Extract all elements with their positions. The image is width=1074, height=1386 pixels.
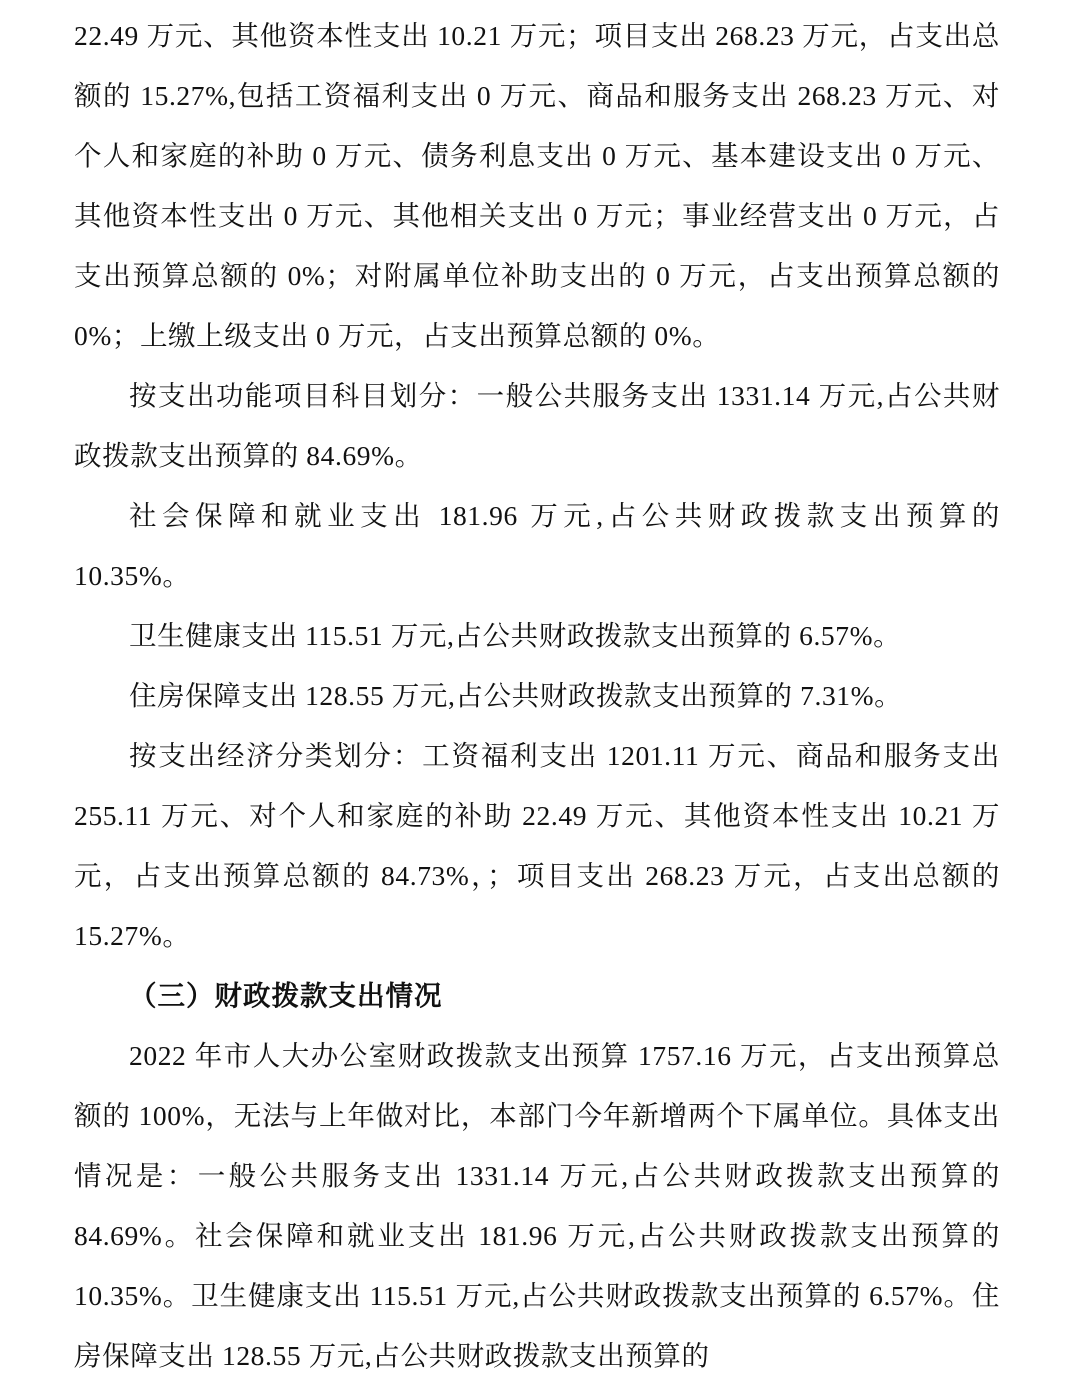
paragraph-housing: 住房保障支出 128.55 万元,占公共财政拨款支出预算的 7.31%。	[129, 680, 903, 711]
paragraph-social-security: 社会保障和就业支出 181.96 万元,占公共财政拨款支出预算的 10.35%。	[74, 500, 1000, 591]
paragraph-economic-category: 按支出经济分类划分：工资福利支出 1201.11 万元、商品和服务支出 255.11 万元、对个人和家庭的补助 22.49 万元、其他资本性支出 10.21 万元，占支出预算总额的 84.73%，；项目支出 268.23 万元，占支出总额的 15.27%。	[74, 740, 1000, 951]
document-body	[74, 6, 1000, 1386]
paragraph-health: 卫生健康支出 115.51 万元,占公共财政拨款支出预算的 6.57%。	[129, 620, 902, 651]
section-heading-fiscal-appropriation-expenditure: （三）财政拨款支出情况	[129, 980, 443, 1011]
paragraph-fiscal-appropriation-detail: 2022 年市人大办公室财政拨款支出预算 1757.16 万元，占支出预算总额的 100%，无法与上年做对比，本部门今年新增两个下属单位。具体支出情况是：一般公共服务支出 1331.14 万元,占公共财政拨款支出预算的 84.69%。社会保障和就业支出 181.96 万元,占公共财政拨款支出预算的 10.35%。卫生健康支出 115.51 万元,占公共财政拨款支出预算的 6.57%。住房保障支出 128.55 万元,占公共财政拨款支出预算的	[74, 1040, 1000, 1371]
paragraph-function-category: 按支出功能项目科目划分：一般公共服务支出 1331.14 万元,占公共财政拨款支出预算的 84.69%。	[74, 380, 1000, 471]
paragraph-expenditure-detail: 22.49 万元、其他资本性支出 10.21 万元；项目支出 268.23 万元，占支出总额的 15.27%,包括工资福利支出 0 万元、商品和服务支出 268.23 万元、对个人和家庭的补助 0 万元、债务利息支出 0 万元、基本建设支出 0 万元、其他资本性支出 0 万元、其他相关支出 0 万元；事业经营支出 0 万元，占支出预算总额的 0%；对附属单位补助支出的 0 万元，占支出预算总额的 0%；上缴上级支出 0 万元，占支出预算总额的 0%。	[74, 20, 1000, 351]
